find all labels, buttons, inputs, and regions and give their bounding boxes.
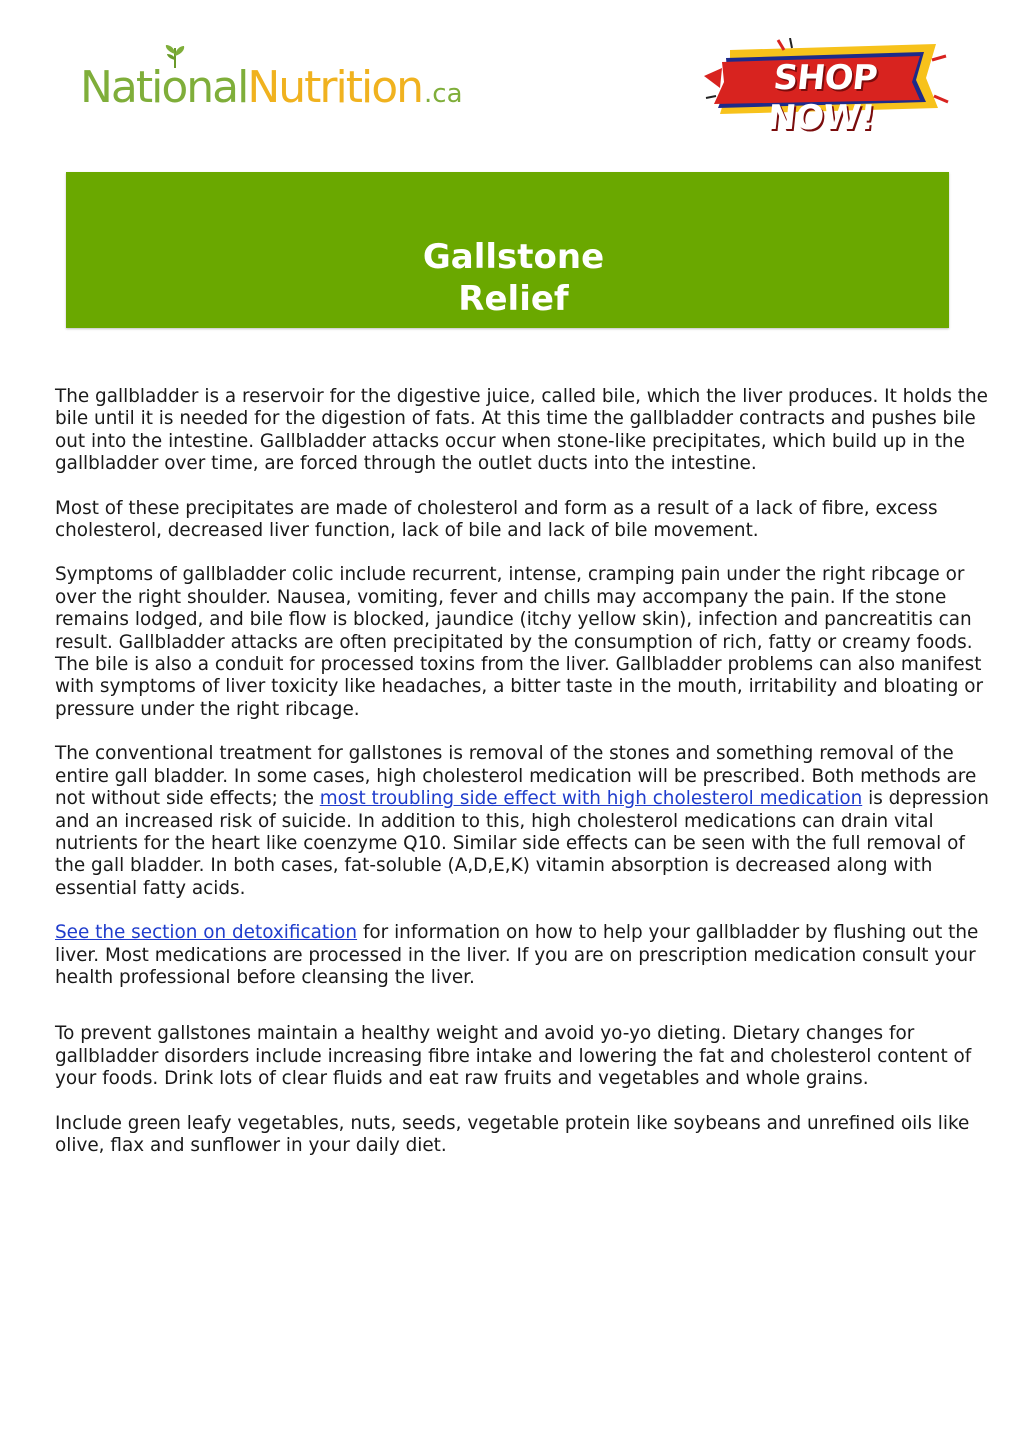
paragraph-symptoms: Symptoms of gallbladder colic include recurrent, intense, cramping pain under the right ribcage or over the right shoulder. Nausea, vomiting, fever and chills may accompany the pain. If the stone remains lodged, and bile flow is blocked, jaundice (itchy yellow skin), infection and pancreatitis can result. Gallbladder attacks are often precipitated by the consumption of rich, fatty or creamy foods. The bile is also a conduit for processed toxins from the liver. Gallbladder problems can also manifest with symptoms of liver toxicity like headaches, a bitter taste in the mouth, irritability and bloating or pressure under the right ribcage. (55, 564, 984, 720)
paragraph-precipitates: Most of these precipitates are made of cholesterol and form as a result of a lack of fibre, excess cholesterol, decreased liver function, lack of bile and lack of bile movement. (55, 497, 938, 542)
paragraph-prevention: To prevent gallstones maintain a healthy weight and avoid yo-yo dieting. Dietary changes for gallbladder disorders include increasing fibre intake and lowering the fat and cholesterol content of your foods. Drink lots of clear fluids and eat raw fruits and vegetables and whole grains. (55, 1023, 972, 1090)
shop-now-label: SHOP NOW! (765, 58, 879, 138)
shop-now-button[interactable] (700, 38, 950, 138)
article-body (55, 386, 990, 1179)
leaf-icon (162, 44, 188, 70)
treatment-text-after: is depression and an increased risk of suicide. In addition to this, high cholesterol medications can drain vital nutrients for the heart like coenzyme Q10. Similar side effects can be seen with the full removal of the gall bladder. In both cases, fat-soluble (A,D,E,K) vitamin absorption is decreased along with essential fatty acids. (55, 788, 989, 899)
logo-wordmark (80, 62, 463, 113)
treatment-text-before: The conventional treatment for gallstones is removal of the stones and something removal of the entire gall bladder. In some cases, high cholesterol medication will be prescribed. Both methods are not without side effects; the (55, 743, 977, 810)
logo-ca: .ca (424, 79, 463, 109)
page-title-line-1: Gallstone (422, 237, 605, 277)
page-title-line-2: Relief (458, 279, 569, 319)
page-title (0, 236, 1024, 320)
logo-nutrition: Nutrition (247, 62, 423, 113)
paragraph-treatment (55, 743, 990, 900)
logo-national: National (80, 62, 248, 113)
site-logo[interactable] (80, 40, 463, 120)
cholesterol-medication-link[interactable]: most troubling side effect with high cholesterol medication (319, 788, 863, 810)
paragraph-gallbladder-intro: The gallbladder is a reservoir for the digestive juice, called bile, which the liver produces. It holds the bile until it is needed for the digestion of fats. At this time the gallbladder contracts and pushes bile out into the intestine. Gallbladder attacks occur when stone-like precipitates, which build up in the gallbladder over time, are forced through the outlet ducts into the intestine. (55, 386, 988, 475)
detoxification-text: for information on how to help your gallbladder by flushing out the liver. Most medications are processed in the liver. If you are on prescription medication consult your health professional before cleansing the liver. (55, 922, 979, 988)
page-header (0, 0, 1024, 150)
detoxification-link[interactable]: See the section on detoxification (55, 922, 358, 944)
paragraph-detoxification (55, 922, 990, 989)
paragraph-diet: Include green leafy vegetables, nuts, seeds, vegetable protein like soybeans and unrefined oils like olive, flax and sunflower in your daily diet. (55, 1112, 970, 1156)
